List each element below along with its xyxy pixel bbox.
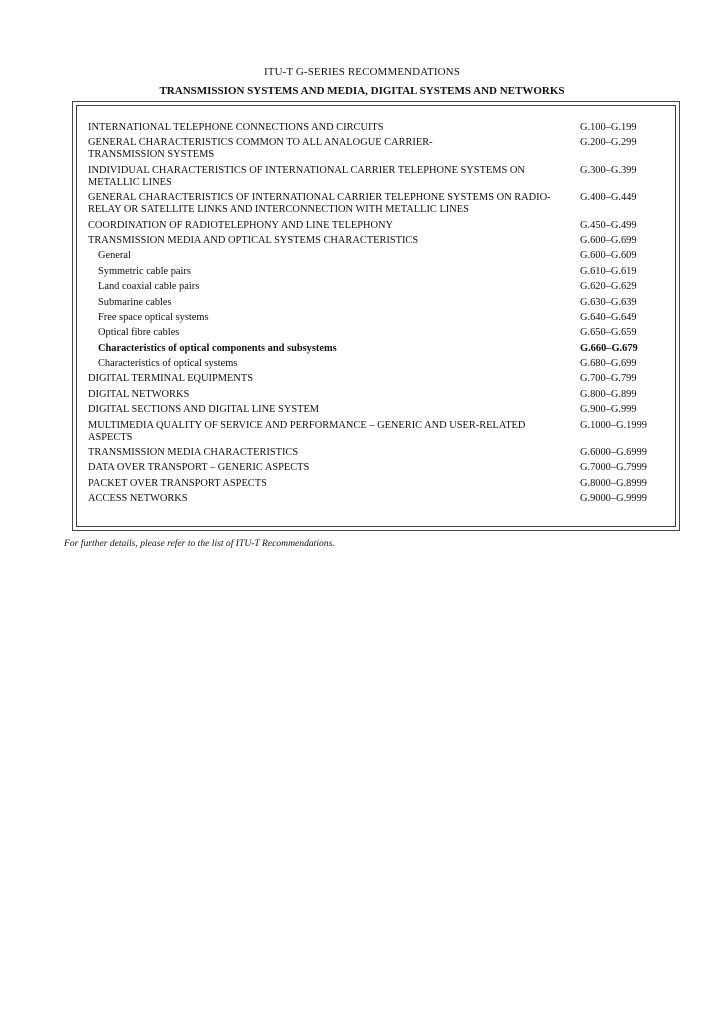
table-row bbox=[88, 493, 676, 505]
row-range: G.8000–G.8999 bbox=[580, 477, 647, 489]
footer-note: For further details, please refer to the list of ITU-T Recommendations. bbox=[64, 538, 335, 549]
row-range: G.610–G.619 bbox=[580, 265, 637, 277]
row-range: G.700–G.799 bbox=[580, 373, 637, 385]
table-row bbox=[88, 122, 676, 134]
row-range: G.680–G.699 bbox=[580, 358, 637, 370]
table-row-highlighted bbox=[88, 343, 676, 355]
row-range: G.200–G.299 bbox=[580, 137, 637, 149]
row-range: G.400–G.449 bbox=[580, 192, 637, 204]
table-row bbox=[88, 312, 676, 324]
row-range: G.600–G.609 bbox=[580, 250, 637, 262]
row-range: G.6000–G.6999 bbox=[580, 447, 647, 459]
row-range: G.1000–G.1999 bbox=[580, 419, 647, 431]
table-row bbox=[88, 266, 676, 278]
table-row bbox=[88, 462, 676, 474]
row-range: G.620–G.629 bbox=[580, 281, 637, 293]
row-range: G.900–G.999 bbox=[580, 404, 637, 416]
row-range: G.100–G.199 bbox=[580, 122, 637, 133]
row-label: Submarine cables bbox=[98, 296, 172, 308]
table-row bbox=[88, 358, 676, 370]
table-row bbox=[88, 281, 676, 293]
table-row bbox=[88, 165, 676, 189]
row-label: Optical fibre cables bbox=[98, 327, 180, 339]
row-label: Free space optical systems bbox=[98, 311, 209, 323]
row-range: G.640–G.649 bbox=[580, 311, 637, 323]
row-label: TRANSMISSION MEDIA AND OPTICAL SYSTEMS CHARACTERISTICS bbox=[88, 234, 419, 246]
table-row bbox=[88, 373, 676, 385]
row-range: G.300–G.399 bbox=[580, 164, 637, 176]
table-row bbox=[88, 250, 676, 262]
table-row bbox=[88, 235, 676, 247]
row-label: MULTIMEDIA QUALITY OF SERVICE AND PERFORMANCE – GENERIC AND USER-RELATED ASPECTS bbox=[88, 419, 526, 443]
table-row bbox=[88, 192, 676, 216]
page-subtitle: TRANSMISSION SYSTEMS AND MEDIA, DIGITAL SYSTEMS AND NETWORKS bbox=[159, 85, 565, 97]
row-range: G.800–G.899 bbox=[580, 388, 637, 400]
table-row bbox=[88, 404, 676, 416]
row-range: G.650–G.659 bbox=[580, 327, 637, 339]
row-label: DIGITAL TERMINAL EQUIPMENTS bbox=[88, 373, 254, 385]
row-label: GENERAL CHARACTERISTICS COMMON TO ALL ANALOGUE CARRIER-TRANSMISSION SYSTEMS bbox=[88, 137, 433, 161]
row-label: DIGITAL NETWORKS bbox=[88, 388, 190, 400]
page-title: ITU-T G-SERIES RECOMMENDATIONS bbox=[264, 66, 460, 78]
table-row bbox=[88, 389, 676, 401]
row-label: GENERAL CHARACTERISTICS OF INTERNATIONAL CARRIER TELEPHONE SYSTEMS ON RADIO-RELAY OR SATELLITE LINKS AND INTERCONNECTION WITH METALLIC LINES bbox=[88, 192, 551, 216]
row-label: Land coaxial cable pairs bbox=[98, 281, 200, 293]
table-row bbox=[88, 137, 676, 161]
table-row bbox=[88, 447, 676, 459]
row-label: ACCESS NETWORKS bbox=[88, 493, 188, 505]
row-label: Characteristics of optical components and subsystems bbox=[98, 342, 337, 354]
row-label: PACKET OVER TRANSPORT ASPECTS bbox=[88, 477, 267, 489]
table-row bbox=[88, 327, 676, 339]
row-label: Symmetric cable pairs bbox=[98, 265, 191, 277]
row-range: G.600–G.699 bbox=[580, 234, 637, 246]
table-row bbox=[88, 297, 676, 309]
row-label: TRANSMISSION MEDIA CHARACTERISTICS bbox=[88, 447, 299, 459]
table-row bbox=[88, 420, 676, 444]
row-range: G.630–G.639 bbox=[580, 296, 637, 308]
row-label: Characteristics of optical systems bbox=[98, 358, 238, 370]
row-label: COORDINATION OF RADIOTELEPHONY AND LINE TELEPHONY bbox=[88, 219, 394, 231]
row-label: INTERNATIONAL TELEPHONE CONNECTIONS AND CIRCUITS bbox=[88, 122, 384, 133]
row-range: G.9000–G.9999 bbox=[580, 493, 647, 505]
row-label: DIGITAL SECTIONS AND DIGITAL LINE SYSTEM bbox=[88, 404, 320, 416]
recommendations-table bbox=[88, 122, 676, 509]
table-row bbox=[88, 220, 676, 232]
row-label: INDIVIDUAL CHARACTERISTICS OF INTERNATIONAL CARRIER TELEPHONE SYSTEMS ON METALLIC LINES bbox=[88, 164, 525, 188]
table-row bbox=[88, 478, 676, 490]
row-range: G.450–G.499 bbox=[580, 219, 637, 231]
row-range: G.660–G.679 bbox=[580, 342, 638, 354]
row-label: General bbox=[98, 250, 131, 262]
row-label: DATA OVER TRANSPORT – GENERIC ASPECTS bbox=[88, 462, 310, 474]
row-range: G.7000–G.7999 bbox=[580, 462, 647, 474]
